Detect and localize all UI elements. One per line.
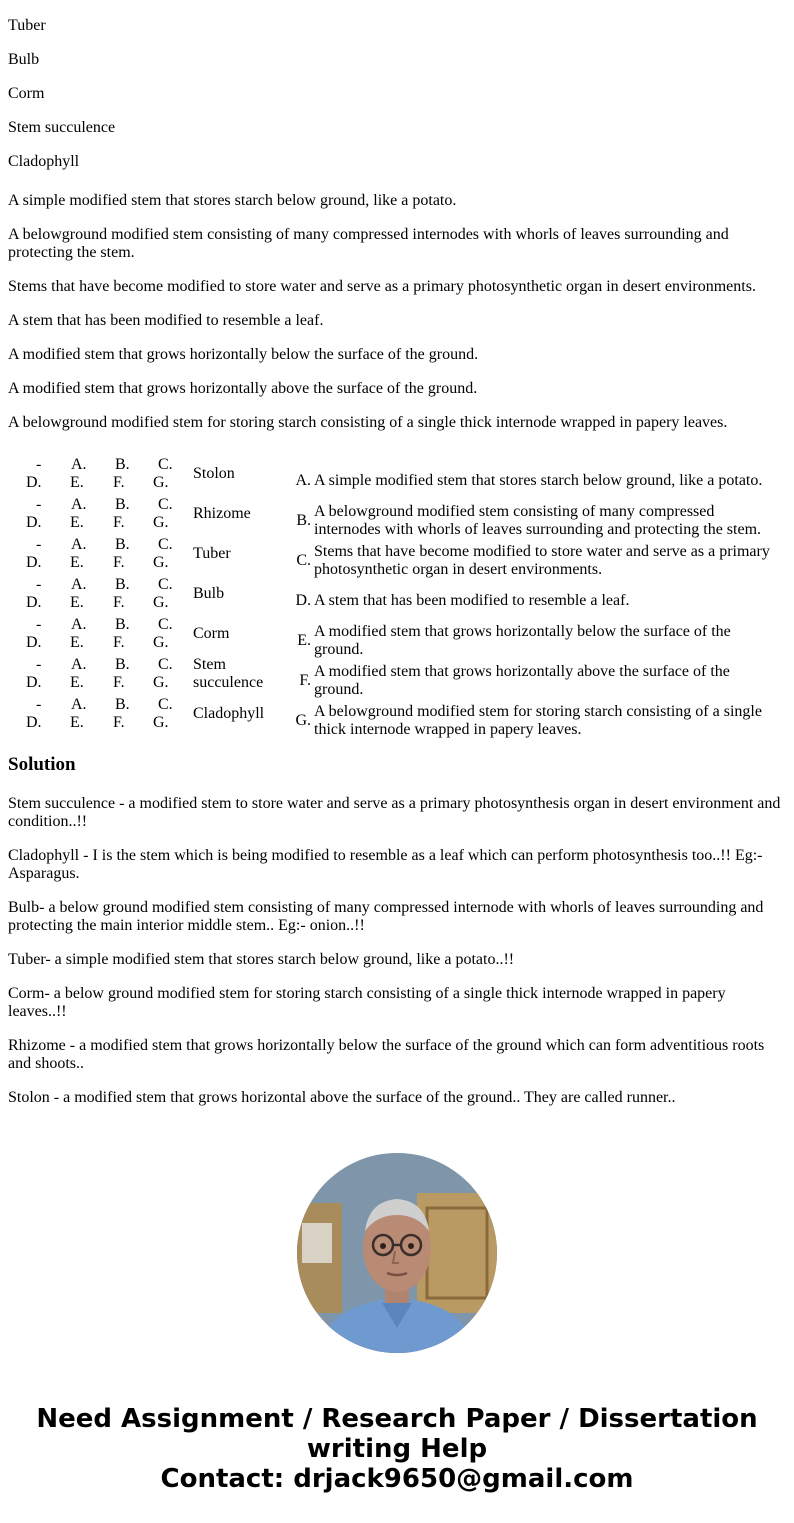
solution-paragraph: Stolon - a modified stem that grows horizontal above the surface of the ground.. They are called runner.. (8, 1089, 676, 1106)
match-term: Bulb (193, 585, 225, 602)
answer-item (288, 541, 774, 581)
answer-select[interactable]: - A. B. C. D. E. F. G. (26, 696, 173, 731)
answer-item (288, 581, 774, 621)
answer-letter: D. (295, 592, 311, 609)
answer-select[interactable]: - A. B. C. D. E. F. G. (26, 656, 173, 691)
match-row (26, 454, 273, 494)
answer-item (288, 461, 774, 501)
answer-item (288, 701, 774, 741)
solution-paragraph: Cladophyll - I is the stem which is being modified to resemble as a leaf which can perform photosynthesis too..!! Eg:- Asparagus. (8, 847, 763, 882)
answer-item (288, 621, 774, 661)
match-term: Corm (193, 625, 230, 642)
solution-paragraph: Bulb- a below ground modified stem consisting of many compressed internode with whorls of leaves surrounding and protecting the main interior middle stem.. Eg:- onion..!! (8, 899, 764, 934)
answer-select[interactable]: - A. B. C. D. E. F. G. (26, 536, 173, 571)
match-term: Stolon (193, 465, 235, 482)
solution-heading: Solution (8, 754, 76, 775)
solution-body (8, 795, 788, 1123)
answer-text: Stems that have become modified to store water and serve as a primary photosynthetic organ in desert environments. (314, 543, 770, 578)
banner-line: writing Help (306, 1434, 488, 1464)
answer-text: A belowground modified stem for storing starch consisting of a single thick internode wrapped in papery leaves. (314, 703, 762, 738)
definition-list (8, 192, 788, 448)
answer-item (288, 661, 774, 701)
solution-paragraph: Rhizome - a modified stem that grows horizontally below the surface of the ground which can form adventitious roots and shoots.. (8, 1037, 765, 1072)
term-item: Bulb (8, 51, 40, 68)
term-item: Corm (8, 85, 45, 102)
answer-select[interactable]: - A. B. C. D. E. F. G. (26, 616, 173, 651)
portrait-illustration (297, 1153, 497, 1353)
author-avatar (297, 1153, 497, 1353)
answer-select[interactable]: - A. B. C. D. E. F. G. (26, 456, 173, 491)
contact-email[interactable]: Contact: drjack9650@gmail.com (160, 1464, 634, 1494)
solution-paragraph: Tuber- a simple modified stem that stores starch below ground, like a potato..!! (8, 951, 515, 968)
answer-letter: F. (299, 672, 311, 689)
match-row (26, 654, 273, 694)
term-item: Stem succulence (8, 119, 116, 136)
answer-letter: E. (297, 632, 311, 649)
answer-letter: C. (296, 552, 311, 569)
answer-letter: A. (295, 472, 311, 489)
answer-item (288, 501, 774, 541)
matching-table (26, 454, 273, 734)
match-term: Cladophyll (193, 705, 265, 722)
match-term: Stem succulence (193, 656, 264, 691)
definition-item: A modified stem that grows horizontally below the surface of the ground. (8, 346, 479, 363)
contact-banner (0, 1404, 794, 1494)
answer-letter: G. (295, 712, 311, 729)
term-item: Tuber (8, 17, 46, 34)
definition-item: A simple modified stem that stores starch below ground, like a potato. (8, 192, 457, 209)
match-row (26, 614, 273, 654)
answer-text: A stem that has been modified to resemble a leaf. (314, 592, 630, 609)
answer-list (288, 461, 774, 741)
match-row (26, 494, 273, 534)
match-term: Rhizome (193, 505, 251, 522)
match-row (26, 694, 273, 734)
definition-item: Stems that have become modified to store water and serve as a primary photosynthetic organ in desert environments. (8, 278, 756, 295)
solution-paragraph: Corm- a below ground modified stem for storing starch consisting of a single thick internode wrapped in papery leaves..!! (8, 985, 726, 1020)
term-list (8, 0, 788, 187)
match-term: Tuber (193, 545, 231, 562)
match-row (26, 574, 273, 614)
definition-item: A belowground modified stem consisting of many compressed internodes with whorls of leaves surrounding and protecting the stem. (8, 226, 729, 261)
definition-item: A stem that has been modified to resemble a leaf. (8, 312, 324, 329)
definition-item: A belowground modified stem for storing starch consisting of a single thick internode wrapped in papery leaves. (8, 414, 728, 431)
match-row (26, 534, 273, 574)
term-item: Cladophyll (8, 153, 80, 170)
answer-letter: B. (296, 512, 311, 529)
banner-line: Need Assignment / Research Paper / Dissertation (36, 1404, 758, 1434)
answer-text: A modified stem that grows horizontally below the surface of the ground. (314, 623, 731, 658)
answer-select[interactable]: - A. B. C. D. E. F. G. (26, 576, 173, 611)
term-item (8, 0, 788, 1)
answer-text: A belowground modified stem consisting of many compressed internodes with whorls of leaves surrounding and protecting the stem. (314, 503, 762, 538)
answer-text: A modified stem that grows horizontally above the surface of the ground. (314, 663, 730, 698)
solution-paragraph: Stem succulence - a modified stem to store water and serve as a primary photosynthesis organ in desert environment and condition..!! (8, 795, 781, 830)
answer-select[interactable]: - A. B. C. D. E. F. G. (26, 496, 173, 531)
answer-text: A simple modified stem that stores starch below ground, like a potato. (314, 472, 763, 489)
definition-item: A modified stem that grows horizontally above the surface of the ground. (8, 380, 478, 397)
